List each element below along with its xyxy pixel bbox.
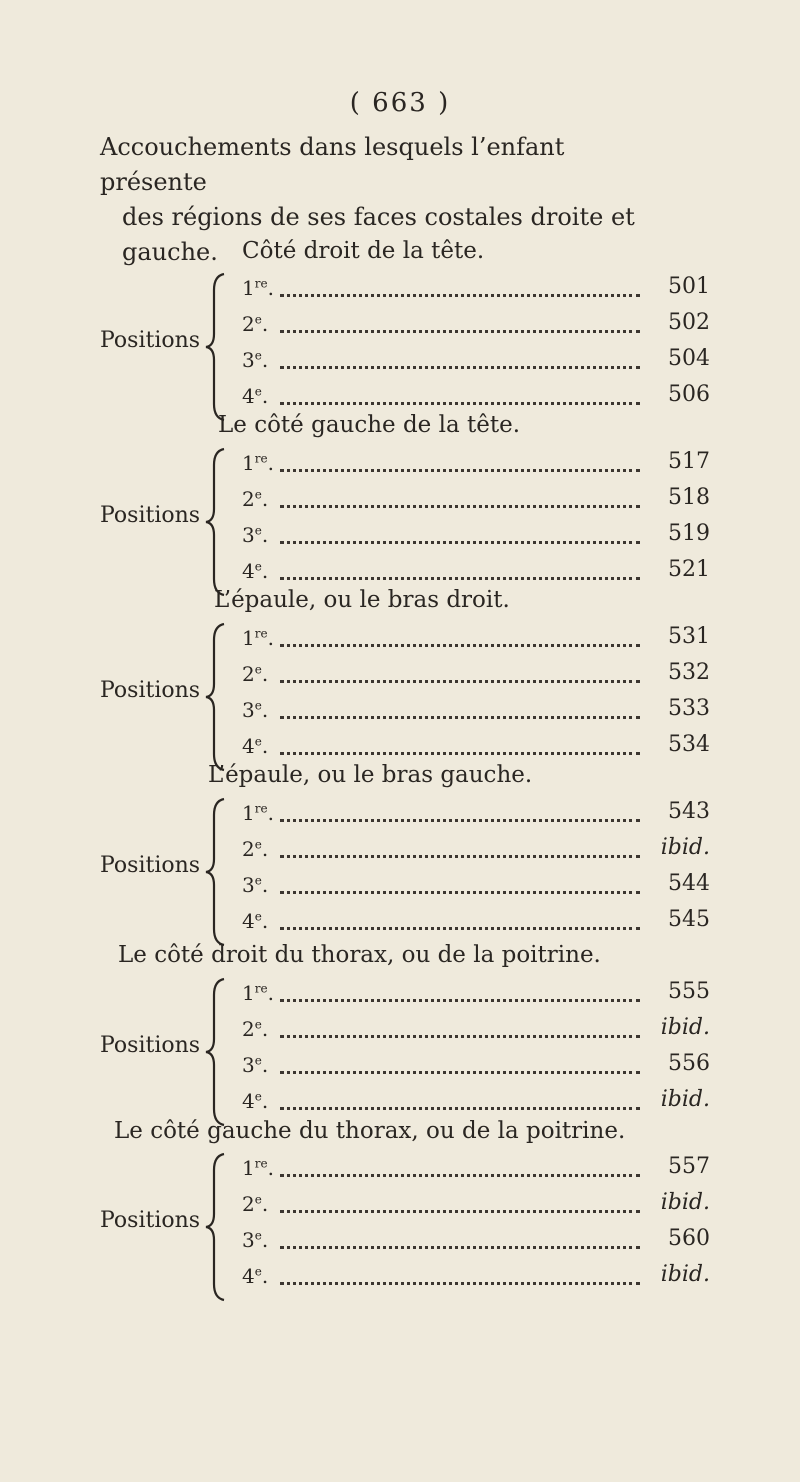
page-reference: ibid.	[657, 1262, 710, 1287]
position-row	[242, 975, 710, 1011]
page-reference: 533	[664, 696, 710, 721]
dot-leader	[280, 644, 640, 647]
section-title: Le côté droit du thorax, ou de la poitrine.	[118, 942, 601, 968]
page-reference: 534	[664, 732, 710, 757]
position-ordinal: 3e.	[242, 873, 272, 897]
position-ordinal: 3e.	[242, 348, 272, 372]
page-reference: 545	[664, 907, 710, 932]
positions-group	[0, 1150, 800, 1310]
positions-group	[0, 620, 800, 780]
positions-label: Positions	[100, 678, 201, 703]
page-reference: ibid.	[657, 835, 710, 860]
position-ordinal: 3e.	[242, 1228, 272, 1252]
page-reference: 501	[664, 274, 710, 299]
dot-leader	[280, 366, 640, 369]
dot-leader	[280, 1174, 640, 1177]
positions-label: Positions	[100, 503, 201, 528]
position-row	[242, 831, 710, 867]
dot-leader	[280, 1035, 640, 1038]
position-row	[242, 692, 710, 728]
position-row	[242, 620, 710, 656]
position-row	[242, 728, 710, 764]
page-reference: 504	[664, 346, 710, 371]
section-title: Le côté gauche de la tête.	[218, 412, 520, 438]
positions-label: Positions	[100, 1208, 201, 1233]
dot-leader	[280, 1107, 640, 1110]
dot-leader	[280, 1246, 640, 1249]
dot-leader	[280, 505, 640, 508]
dot-leader	[280, 891, 640, 894]
dot-leader	[280, 541, 640, 544]
position-ordinal: 2e.	[242, 1017, 272, 1041]
position-ordinal: 2e.	[242, 1192, 272, 1216]
position-ordinal: 4e.	[242, 384, 272, 408]
position-ordinal: 3e.	[242, 1053, 272, 1077]
position-row	[242, 867, 710, 903]
positions-label: Positions	[100, 1033, 201, 1058]
page-reference: 531	[664, 624, 710, 649]
position-row	[242, 903, 710, 939]
dot-leader	[280, 294, 640, 297]
dot-leader	[280, 819, 640, 822]
section-title: Côté droit de la tête.	[242, 238, 485, 264]
curly-brace	[204, 447, 228, 597]
position-row	[242, 656, 710, 692]
position-ordinal: 1re.	[242, 1156, 278, 1180]
position-ordinal: 2e.	[242, 837, 272, 861]
dot-leader	[280, 1071, 640, 1074]
position-ordinal: 4e.	[242, 1264, 272, 1288]
dot-leader	[280, 1210, 640, 1213]
position-row	[242, 1258, 710, 1294]
page-reference: 544	[664, 871, 710, 896]
page-number: ( 663 )	[349, 88, 451, 118]
page-reference: ibid.	[657, 1087, 710, 1112]
section-title: L’épaule, ou le bras gauche.	[208, 762, 533, 788]
section-title: L’épaule, ou le bras droit.	[214, 587, 510, 613]
page-reference: 560	[664, 1226, 710, 1251]
curly-brace	[204, 272, 228, 422]
positions-label: Positions	[100, 853, 201, 878]
heading-line-3: gauche.	[122, 238, 218, 266]
positions-group	[0, 795, 800, 955]
dot-leader	[280, 752, 640, 755]
position-ordinal: 2e.	[242, 487, 272, 511]
position-row	[242, 445, 710, 481]
position-row	[242, 795, 710, 831]
page-reference: 517	[664, 449, 710, 474]
heading-line-2: des régions de ses faces costales droite et	[122, 203, 635, 231]
position-ordinal: 2e.	[242, 312, 272, 336]
position-row	[242, 270, 710, 306]
page-reference: 518	[664, 485, 710, 510]
position-ordinal: 4e.	[242, 909, 272, 933]
position-ordinal: 1re.	[242, 451, 278, 475]
page-reference: 543	[664, 799, 710, 824]
dot-leader	[280, 469, 640, 472]
position-row	[242, 1011, 710, 1047]
page-reference: 555	[664, 979, 710, 1004]
position-row	[242, 342, 710, 378]
position-row	[242, 1186, 710, 1222]
page-reference: 506	[664, 382, 710, 407]
position-ordinal: 4e.	[242, 559, 272, 583]
curly-brace	[204, 622, 228, 772]
position-ordinal: 1re.	[242, 981, 278, 1005]
position-row	[242, 1150, 710, 1186]
dot-leader	[280, 402, 640, 405]
position-row	[242, 1083, 710, 1119]
positions-label: Positions	[100, 328, 201, 353]
dot-leader	[280, 927, 640, 930]
page-reference: 532	[664, 660, 710, 685]
dot-leader	[280, 716, 640, 719]
curly-brace	[204, 797, 228, 947]
page-reference: ibid.	[657, 1190, 710, 1215]
positions-group	[0, 270, 800, 430]
position-ordinal: 2e.	[242, 662, 272, 686]
position-ordinal: 3e.	[242, 698, 272, 722]
position-row	[242, 1222, 710, 1258]
curly-brace	[204, 977, 228, 1127]
position-row	[242, 378, 710, 414]
page-reference: ibid.	[657, 1015, 710, 1040]
heading-line-1: Accouchements dans lesquels l’enfant présente	[100, 133, 565, 196]
section-title: Le côté gauche du thorax, ou de la poitrine.	[114, 1118, 626, 1144]
position-row	[242, 306, 710, 342]
page-reference: 519	[664, 521, 710, 546]
position-ordinal: 1re.	[242, 801, 278, 825]
dot-leader	[280, 577, 640, 580]
page-reference: 502	[664, 310, 710, 335]
positions-group	[0, 445, 800, 605]
dot-leader	[280, 855, 640, 858]
position-row	[242, 481, 710, 517]
curly-brace	[204, 1152, 228, 1302]
position-ordinal: 4e.	[242, 1089, 272, 1113]
page-reference: 556	[664, 1051, 710, 1076]
dot-leader	[280, 680, 640, 683]
dot-leader	[280, 1282, 640, 1285]
page-reference: 521	[664, 557, 710, 582]
position-row	[242, 517, 710, 553]
positions-group	[0, 975, 800, 1135]
position-ordinal: 4e.	[242, 734, 272, 758]
dot-leader	[280, 330, 640, 333]
position-row	[242, 1047, 710, 1083]
dot-leader	[280, 999, 640, 1002]
page-reference: 557	[664, 1154, 710, 1179]
position-ordinal: 1re.	[242, 626, 278, 650]
position-ordinal: 3e.	[242, 523, 272, 547]
position-row	[242, 553, 710, 589]
position-ordinal: 1re.	[242, 276, 278, 300]
